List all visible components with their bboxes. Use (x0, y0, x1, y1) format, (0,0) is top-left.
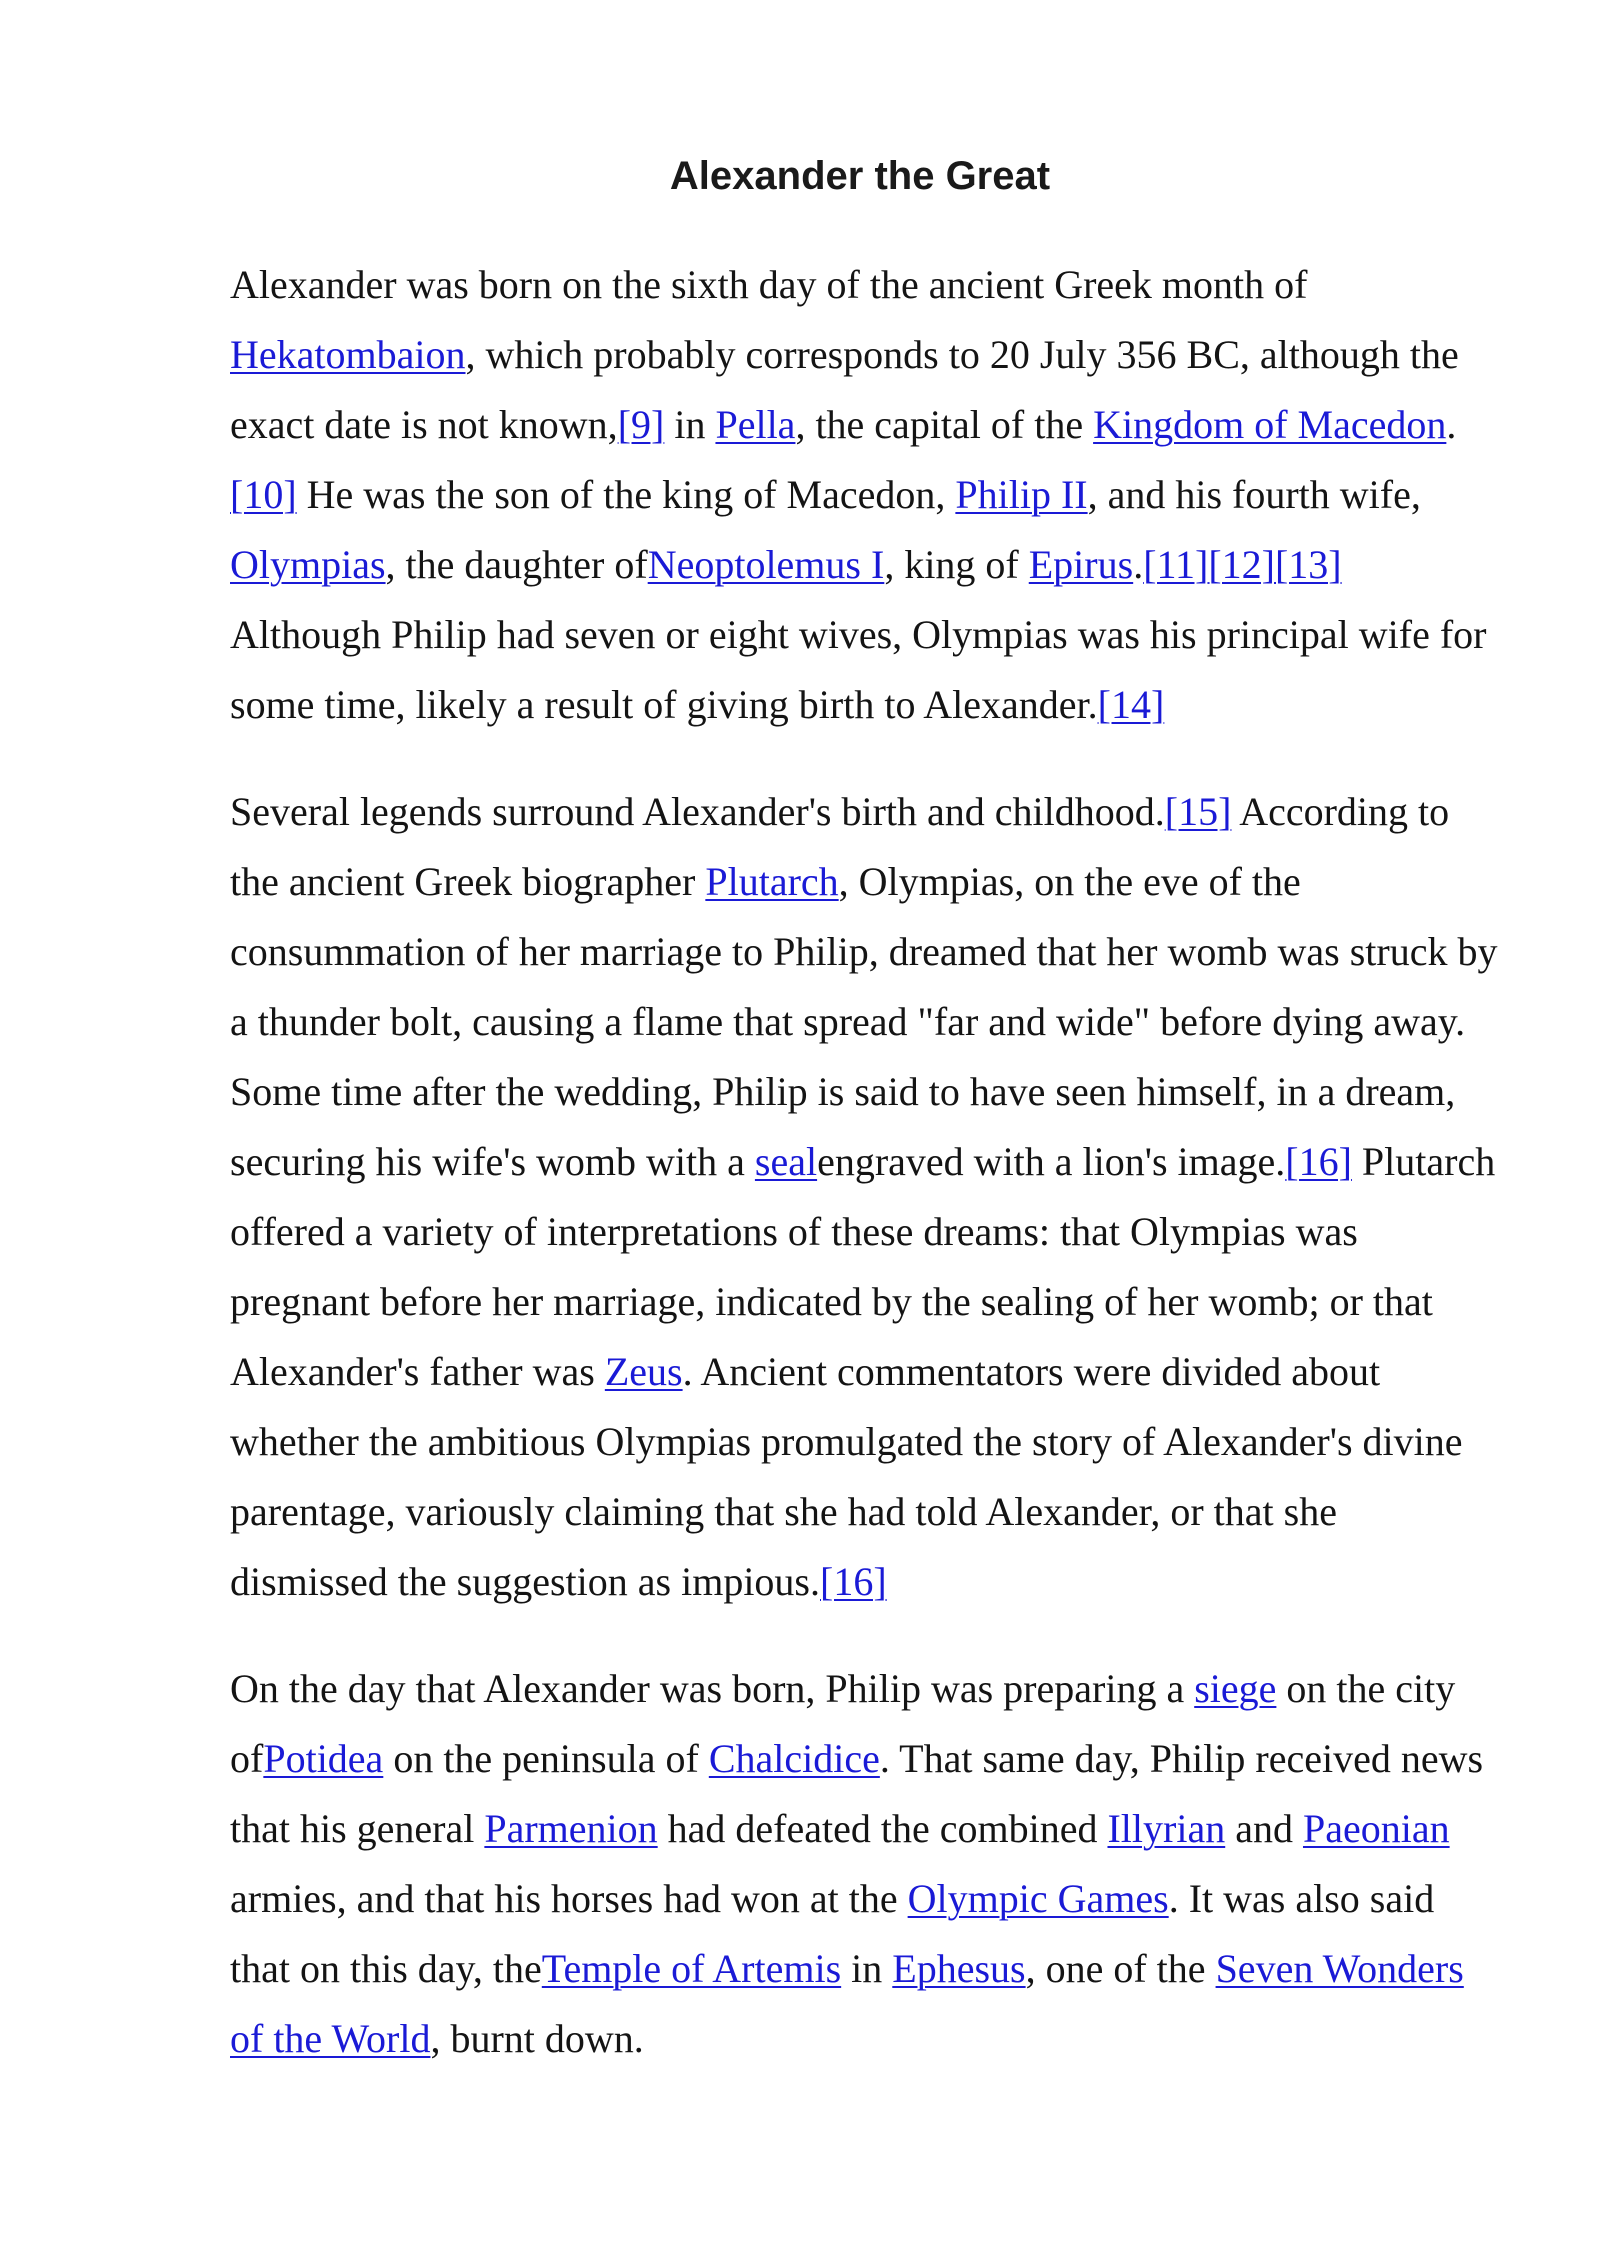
paragraph-text: He was the son of the king of Macedon, (296, 472, 956, 517)
link-chalcidice[interactable]: Chalcidice (708, 1736, 880, 1781)
paragraph-text: on the city of (230, 1666, 1456, 1781)
link-illyrian[interactable]: Illyrian (1107, 1806, 1226, 1851)
link-neoptolemus-i[interactable]: Neoptolemus I (647, 542, 885, 587)
citation-link-14[interactable]: [14] (1097, 682, 1165, 727)
link-seven-wonders-of-the-world[interactable]: Seven Wonders of the World (230, 1946, 1464, 2061)
paragraph-text: . Ancient commentators were divided about whether the ambitious Olympias promulgated the story of Alexander's divine parentage, variously claiming that she had told Alexander, or that she dismissed the suggestion as impious. (230, 1349, 1463, 1604)
paragraph-text: in (841, 1946, 893, 1991)
paragraph-text: , Olympias, on the eve of the consummation of her marriage to Philip, dreamed that her womb was struck by a thunder bolt, causing a flame that spread "far and wide" before dying away. Some time after the wedding, Philip is said to have seen himself, in a dream, securing his wife's womb with a (230, 859, 1498, 1184)
paragraph-text: On the day that Alexander was born, Philip was preparing a (230, 1666, 1195, 1711)
paragraph-text: in (664, 402, 716, 447)
paragraph-text: had defeated the combined (657, 1806, 1108, 1851)
link-paeonian[interactable]: Paeonian (1302, 1806, 1450, 1851)
paragraph-text: , which probably corresponds to 20 July 356 BC, although the exact date is not known, (230, 332, 1459, 447)
paragraph-text: , the daughter of (385, 542, 648, 587)
citation-link-12[interactable]: [12] (1208, 542, 1275, 587)
paragraph-text: engraved with a lion's image. (817, 1139, 1286, 1184)
link-olympias[interactable]: Olympias (230, 542, 386, 587)
paragraph-text: , king of (884, 542, 1029, 587)
citation-link-9[interactable]: [9] (617, 402, 665, 447)
paragraph-text: . That same day, Philip received news that his general (230, 1736, 1484, 1851)
paragraph (230, 777, 1500, 1617)
link-seal[interactable]: seal (754, 1139, 818, 1184)
link-pella[interactable]: Pella (715, 402, 796, 447)
paragraph-text: Plutarch offered a variety of interpretations of these dreams: that Olympias was pregnant before her marriage, indicated by the sealing of her womb; or that Alexander's father was (230, 1139, 1496, 1394)
paragraph-text: Although Philip had seven or eight wives, Olympias was his principal wife for some time, likely a result of giving birth to Alexander. (230, 612, 1487, 727)
paragraph-text: and (1225, 1806, 1303, 1851)
link-olympic-games[interactable]: Olympic Games (907, 1876, 1169, 1921)
paragraph-text: , burnt down. (430, 2016, 644, 2061)
link-parmenion[interactable]: Parmenion (484, 1806, 658, 1851)
paragraph-text: armies, and that his horses had won at the (230, 1876, 908, 1921)
link-epirus[interactable]: Epirus (1028, 542, 1134, 587)
paragraph-text: . (1133, 542, 1144, 587)
link-temple-of-artemis[interactable]: Temple of Artemis (541, 1946, 842, 1991)
paragraph (230, 250, 1500, 740)
link-kingdom-of-macedon[interactable]: Kingdom of Macedon (1093, 402, 1447, 447)
paragraph-text: , one of the (1025, 1946, 1216, 1991)
link-philip-ii[interactable]: Philip II (955, 472, 1088, 517)
link-ephesus[interactable]: Ephesus (892, 1946, 1026, 1991)
link-hekatombaion[interactable]: Hekatombaion (230, 332, 466, 377)
citation-link-10[interactable]: [10] (230, 472, 297, 517)
link-potidea[interactable]: Potidea (263, 1736, 384, 1781)
link-siege[interactable]: siege (1194, 1666, 1277, 1711)
link-zeus[interactable]: Zeus (604, 1349, 683, 1394)
paragraph-text: Alexander was born on the sixth day of the ancient Greek month of (230, 262, 1308, 307)
paragraph-text: Several legends surround Alexander's birth and childhood. (230, 789, 1165, 834)
paragraph-text: , the capital of the (795, 402, 1094, 447)
paragraph (230, 1654, 1500, 2074)
citation-link-13[interactable]: [13] (1274, 542, 1342, 587)
paragraph-text: According to the ancient Greek biographer (230, 789, 1450, 904)
paragraph-text: . It was also said that on this day, the (230, 1876, 1435, 1991)
citation-link-11[interactable]: [11] (1143, 542, 1209, 587)
paragraph-text: . (1446, 402, 1457, 447)
citation-link-16[interactable]: [16] (1285, 1139, 1352, 1184)
paragraph-text: , and his fourth wife, (1087, 472, 1421, 517)
link-plutarch[interactable]: Plutarch (705, 859, 839, 904)
citation-link-16[interactable]: [16] (820, 1559, 887, 1604)
citation-link-15[interactable]: [15] (1164, 789, 1232, 834)
paragraph-text: on the peninsula of (383, 1736, 709, 1781)
article-body (230, 250, 1500, 2111)
page-title: Alexander the Great (669, 154, 1051, 198)
